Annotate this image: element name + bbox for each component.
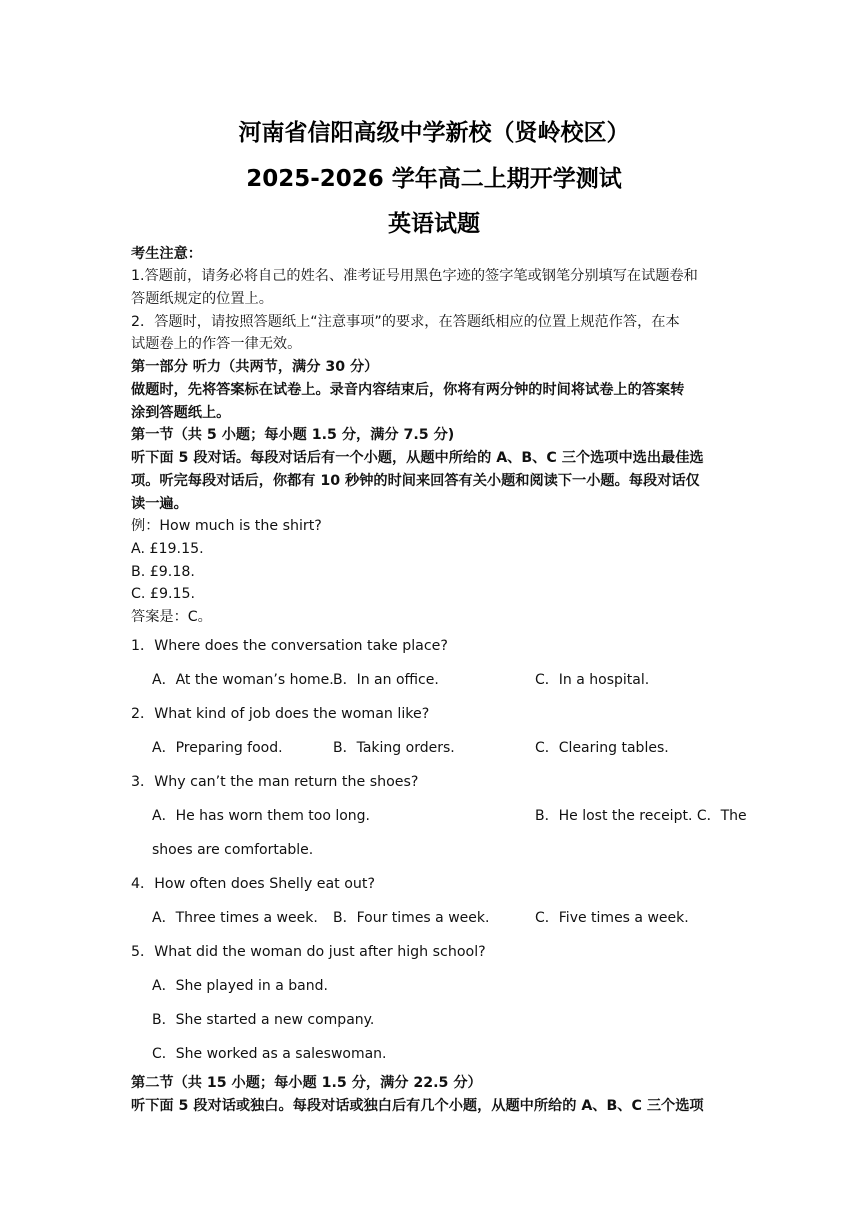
- notice-heading: 考生注意：: [131, 246, 202, 262]
- example-option-a: A. £19.15.: [131, 541, 204, 557]
- example-question: 例：How much is the shirt?: [131, 518, 322, 534]
- question-5-option-b: B．She started a new company.: [152, 1012, 375, 1028]
- question-1-option-c: C．In a hospital.: [535, 672, 650, 688]
- section2-instr-line1: 听下面 5 段对话或独白。每段对话或独白后有几个小题，从题中所给的 A、B、C 三个选项: [131, 1098, 704, 1114]
- question-2-stem: 2．What kind of job does the woman like?: [131, 706, 430, 722]
- question-3-option-a: A．He has worn them too long.: [152, 808, 371, 824]
- question-1-option-b: B．In an office.: [333, 672, 439, 688]
- question-2-option-a: A．Preparing food.: [152, 740, 283, 756]
- question-2-option-c: C．Clearing tables.: [535, 740, 669, 756]
- question-2-option-b: B．Taking orders.: [333, 740, 455, 756]
- exam-title: 2025-2026 学年高二上期开学测试: [246, 166, 622, 192]
- question-4-option-c: C．Five times a week.: [535, 910, 689, 926]
- question-1-option-a: A．At the woman’s home.: [152, 672, 334, 688]
- question-4-option-b: B．Four times a week.: [333, 910, 490, 926]
- example-option-b: B. £9.18.: [131, 564, 195, 580]
- section1-instr-line3: 读一遍。: [131, 496, 188, 512]
- question-4-stem: 4．How often does Shelly eat out?: [131, 876, 375, 892]
- part1-instr-line2: 涂到答题纸上。: [131, 405, 231, 421]
- question-4-option-a: A．Three times a week.: [152, 910, 318, 926]
- section1-instr-line1: 听下面 5 段对话。每段对话后有一个小题，从题中所给的 A、B、C 三个选项中选出最佳选: [131, 450, 704, 466]
- section1-instr-line2: 项。听完每段对话后，你都有 10 秒钟的时间来回答有关小题和阅读下一小题。每段对话仅: [131, 473, 700, 489]
- part1-title: 第一部分 听力（共两节，满分 30 分）: [131, 359, 379, 375]
- question-5-option-c: C．She worked as a saleswoman.: [152, 1046, 387, 1062]
- notice-item1-line2: 答题纸规定的位置上。: [131, 291, 273, 307]
- notice-item2-line2: 试题卷上的作答一律无效。: [131, 336, 302, 352]
- question-3-option-c: shoes are comfortable.: [152, 842, 314, 858]
- question-5-option-a: A．She played in a band.: [152, 978, 328, 994]
- notice-item2-line1: 2．答题时，请按照答题纸上“注意事项”的要求，在答题纸相应的位置上规范作答，在本: [131, 314, 680, 330]
- question-3-stem: 3．Why can’t the man return the shoes?: [131, 774, 419, 790]
- notice-item1-line1: 1.答题前，请务必将自己的姓名、准考证号用黑色字迹的签字笔或钢笔分别填写在试题卷和: [131, 268, 698, 284]
- example-option-c: C. £9.15.: [131, 586, 196, 602]
- part1-instr-line1: 做题时，先将答案标在试卷上。录音内容结束后，你将有两分钟的时间将试卷上的答案转: [131, 382, 685, 398]
- question-1-stem: 1．Where does the conversation take place?: [131, 638, 448, 654]
- question-3-option-b: B．He lost the receipt. C．The: [535, 808, 747, 824]
- question-5-stem: 5．What did the woman do just after high school?: [131, 944, 486, 960]
- subject-title: 英语试题: [388, 211, 480, 237]
- section2-title: 第二节（共 15 小题；每小题 1.5 分，满分 22.5 分）: [131, 1075, 482, 1091]
- example-answer: 答案是：C。: [131, 609, 212, 625]
- school-title: 河南省信阳高级中学新校（贤岭校区）: [238, 120, 630, 146]
- section1-title: 第一节（共 5 小题；每小题 1.5 分，满分 7.5 分): [131, 427, 455, 443]
